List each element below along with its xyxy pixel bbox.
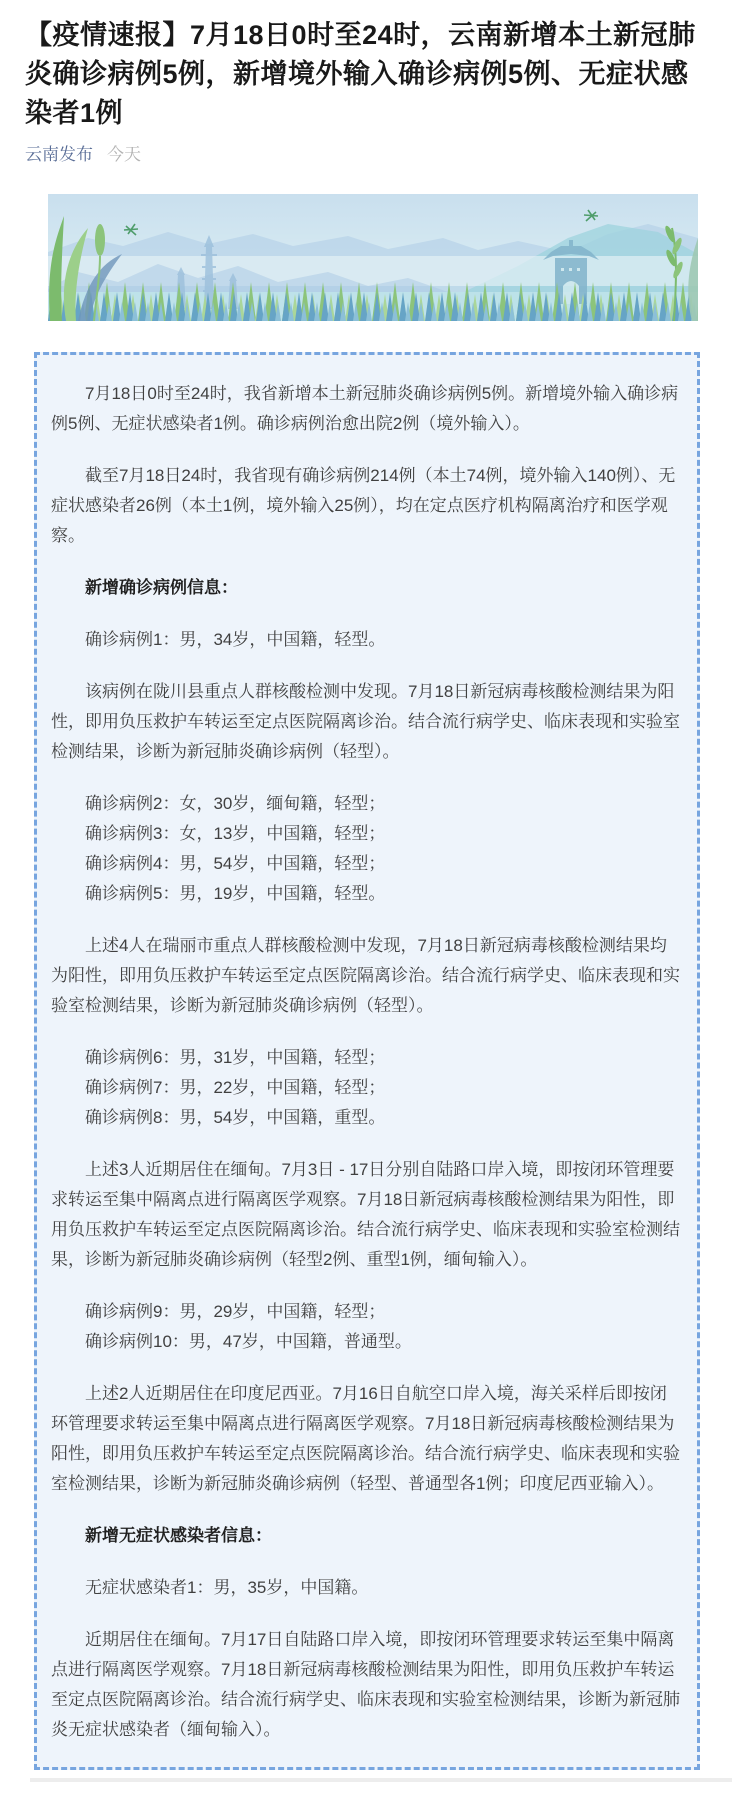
case-list: 确诊病例6：男，31岁，中国籍，轻型； 确诊病例7：男，22岁，中国籍，轻型； 确诊病例8：男，54岁，中国籍，重型。 <box>85 1048 386 1127</box>
article-body-box <box>34 352 700 1770</box>
body-paragraph: 截至7月18日24时，我省现有确诊病例214例（本土74例，境外输入140例）、无症状感染者26例（本土1例，境外输入25例），均在定点医疗机构隔离治疗和医学观察。 <box>51 466 676 545</box>
body-paragraph: 上述3人近期居住在缅甸。7月3日 - 17日分别自陆路口岸入境，即按闭环管理要求转运至集中隔离点进行隔离医学观察。7月18日新冠病毒核酸检测结果为阳性，即用负压救护车转运至定点医院隔离诊治。结合流行病学史、临床表现和实验室检测结果，诊断为新冠肺炎确诊病例（轻型2例、重型1例，缅甸输入）。 <box>51 1160 680 1269</box>
body-paragraph: 上述4人在瑞丽市重点人群核酸检测中发现，7月18日新冠病毒核酸检测结果均为阳性，即用负压救护车转运至定点医院隔离诊治。结合流行病学史、临床表现和实验室检测结果，诊断为新冠肺炎确诊病例（轻型）。 <box>51 936 680 1015</box>
bottom-divider <box>30 1778 732 1782</box>
byline <box>25 143 707 167</box>
case-list: 确诊病例9：男，29岁，中国籍，轻型； 确诊病例10：男，47岁，中国籍，普通型。 <box>85 1302 412 1351</box>
article-title: 【疫情速报】7月18日0时至24时，云南新增本土新冠肺炎确诊病例5例，新增境外输入确诊病例5例、无症状感染者1例 <box>25 20 696 128</box>
section-heading: 新增确诊病例信息： <box>85 578 238 597</box>
author-link[interactable]: 云南发布 <box>25 145 93 164</box>
section-heading: 新增无症状感染者信息： <box>85 1526 272 1545</box>
body-paragraph: 近期居住在缅甸。7月17日自陆路口岸入境，即按闭环管理要求转运至集中隔离点进行隔离医学观察。7月18日新冠病毒核酸检测结果为阳性，即用负压救护车转运至定点医院隔离诊治。结合流行病学史、临床表现和实验室检测结果，诊断为新冠肺炎无症状感染者（缅甸输入）。 <box>51 1630 680 1739</box>
body-paragraph: 7月18日0时至24时，我省新增本土新冠肺炎确诊病例5例。新增境外输入确诊病例5例、无症状感染者1例。确诊病例治愈出院2例（境外输入）。 <box>51 384 679 433</box>
body-paragraph: 上述2人近期居住在印度尼西亚。7月16日自航空口岸入境，海关采样后即按闭环管理要求转运至集中隔离点进行隔离医学观察。7月18日新冠病毒核酸检测结果为阳性，即用负压救护车转运至定点医院隔离诊治。结合流行病学史、临床表现和实验室检测结果，诊断为新冠肺炎确诊病例（轻型、普通型各1例；印度尼西亚输入）。 <box>51 1384 680 1493</box>
body-paragraph: 该病例在陇川县重点人群核酸检测中发现。7月18日新冠病毒核酸检测结果为阳性，即用负压救护车转运至定点医院隔离诊治。结合流行病学史、临床表现和实验室检测结果，诊断为新冠肺炎确诊病例（轻型）。 <box>51 682 680 761</box>
banner-illustration <box>48 194 698 321</box>
body-paragraph: 确诊病例1：男，34岁，中国籍，轻型。 <box>85 630 386 649</box>
case-list: 确诊病例2：女，30岁，缅甸籍，轻型； 确诊病例3：女，13岁，中国籍，轻型； 确诊病例4：男，54岁，中国籍，轻型； 确诊病例5：男，19岁，中国籍，轻型。 <box>85 794 386 903</box>
grass-front <box>48 194 698 321</box>
publish-date: 今天 <box>107 145 141 164</box>
body-paragraph: 无症状感染者1：男，35岁，中国籍。 <box>85 1578 369 1597</box>
